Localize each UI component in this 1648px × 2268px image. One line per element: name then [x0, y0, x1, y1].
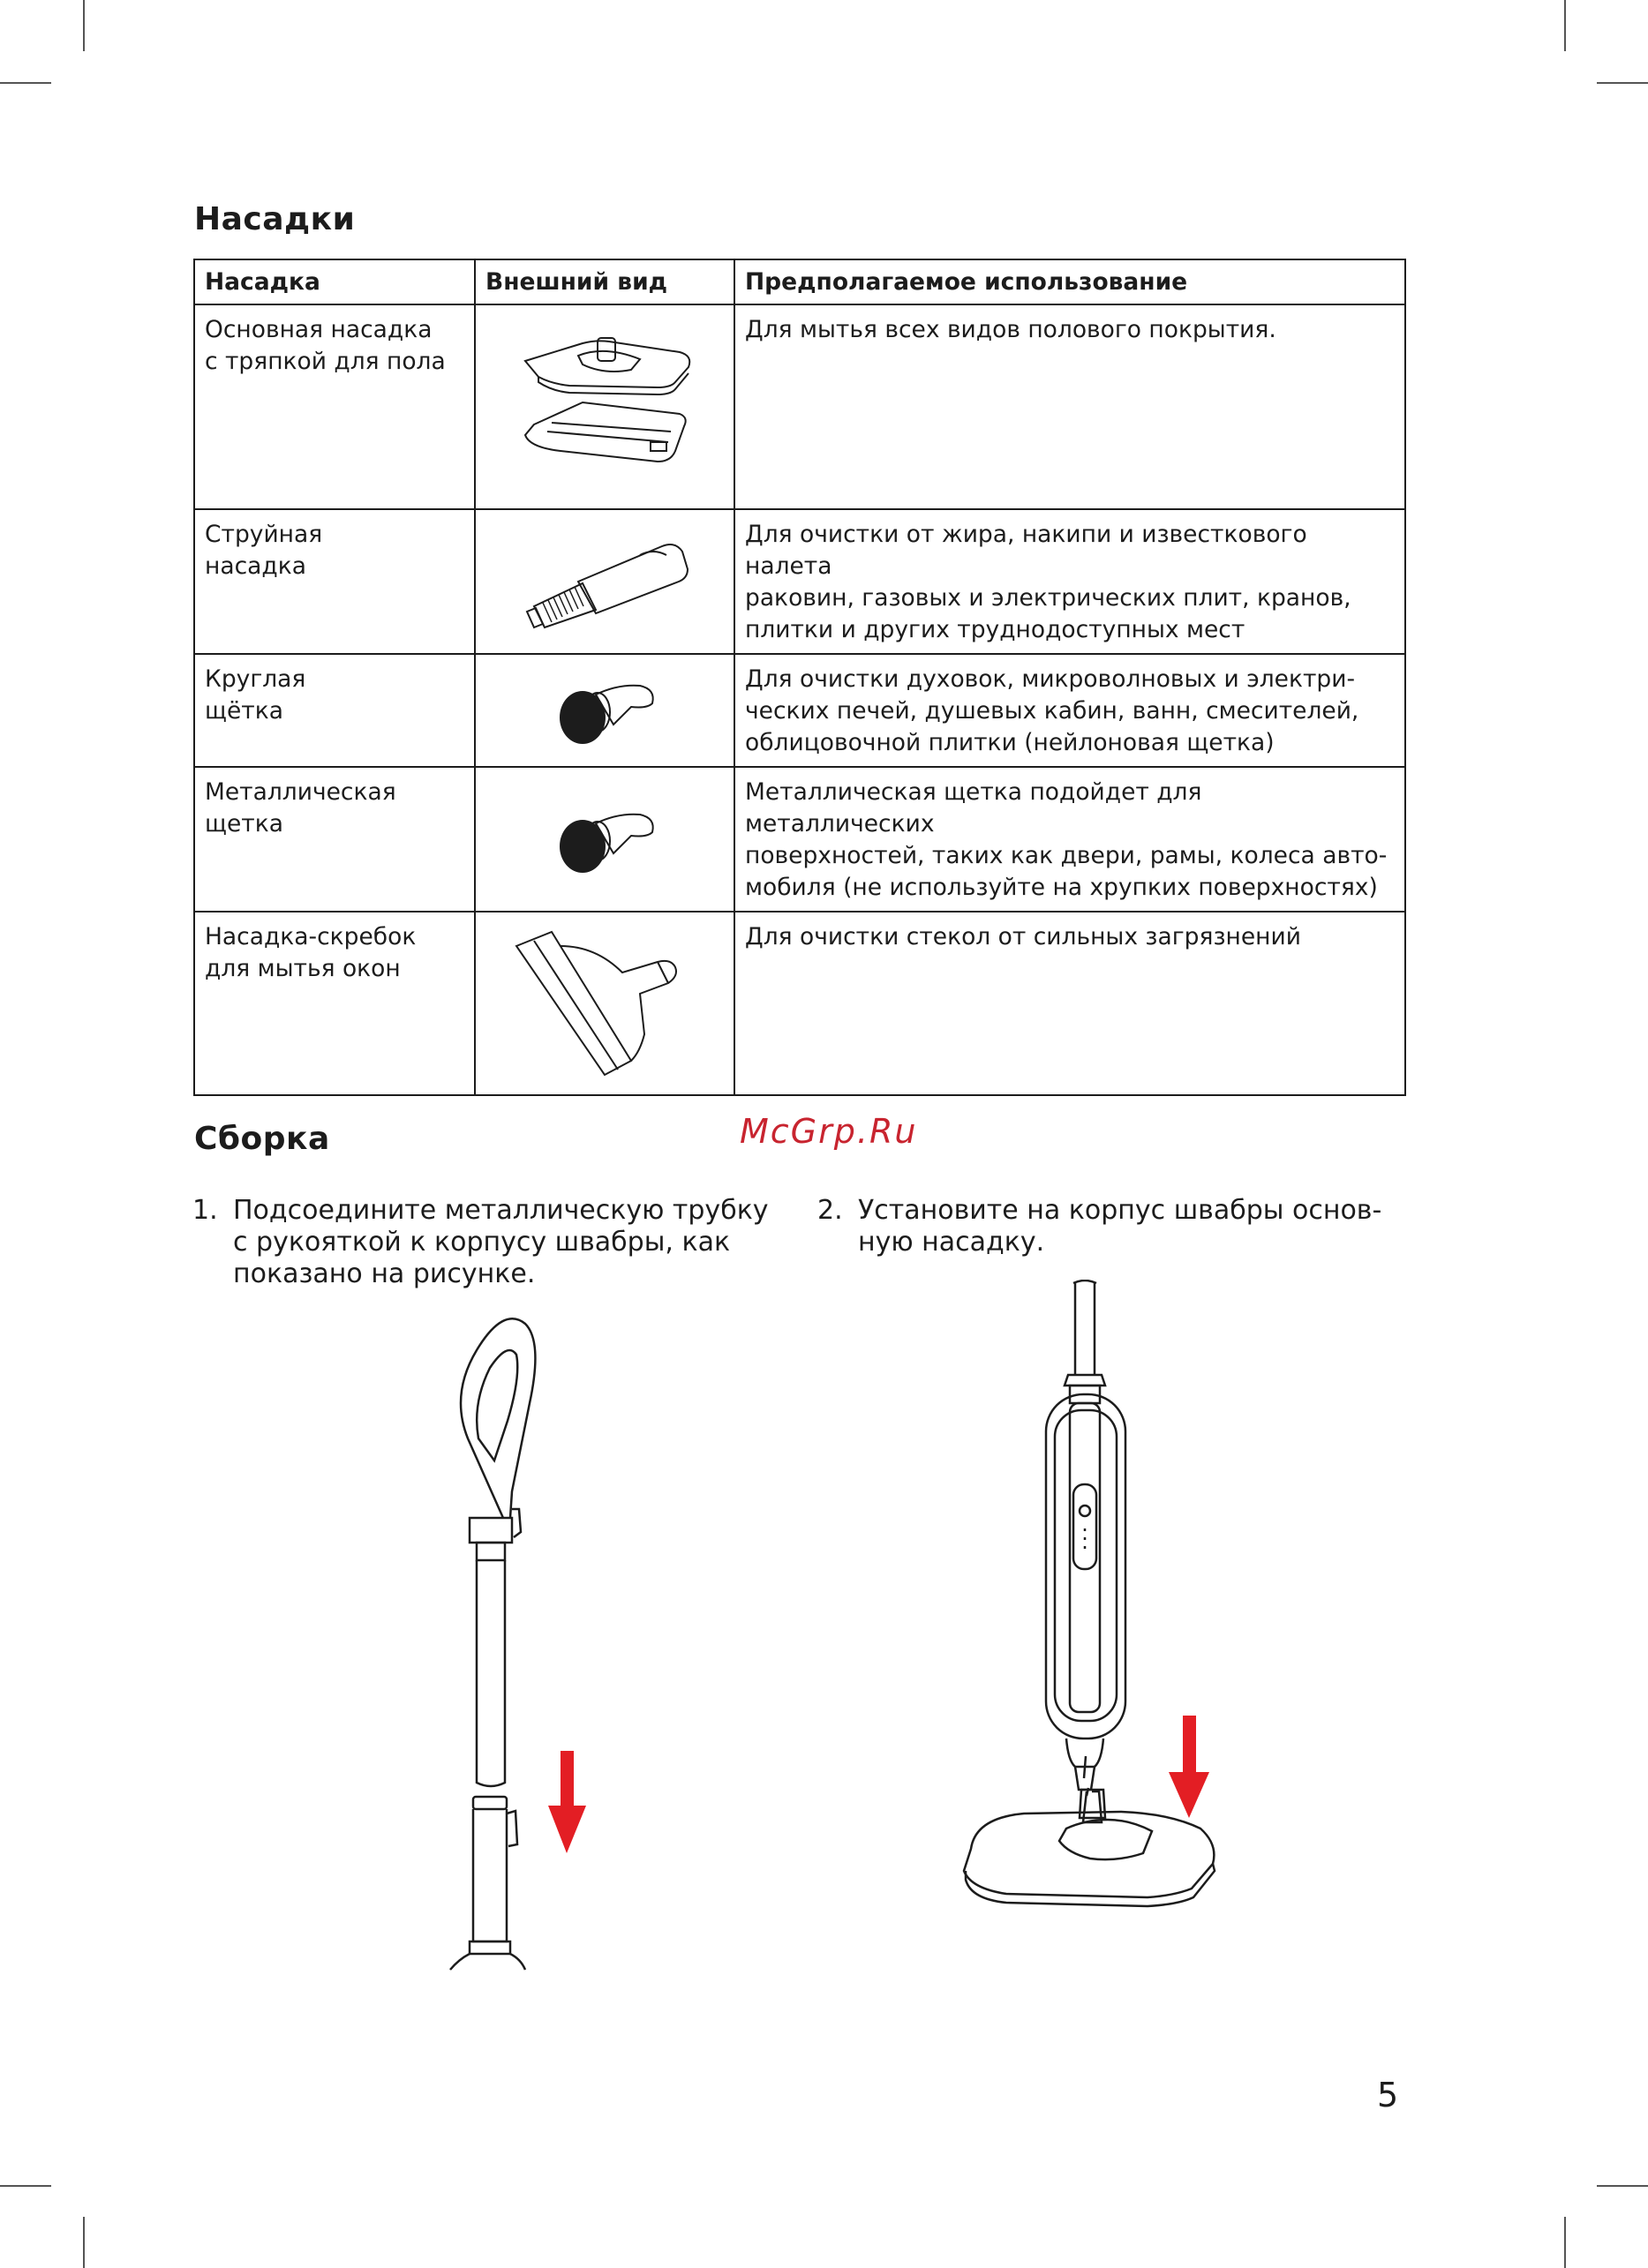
column-header: Внешний вид [475, 259, 734, 304]
attachment-use: Для очистки стекол от сильных загрязнений [745, 923, 1301, 950]
attachment-name: Металлическая щетка [205, 778, 396, 837]
assembly-title: Сборка [194, 1121, 330, 1157]
table-row [194, 509, 1405, 654]
crop-mark [83, 0, 85, 51]
floor-mop-head-icon [499, 319, 711, 495]
page-number: 5 [1377, 2076, 1399, 2114]
window-scraper-icon [499, 920, 711, 1087]
arrow-down-icon [1169, 1716, 1209, 1818]
jet-nozzle-icon [499, 529, 711, 635]
round-brush-icon [543, 666, 666, 755]
handle-tube-assembly-illustration [424, 1306, 653, 1977]
window-scraper-illustration [475, 912, 734, 1095]
arrow-down-icon [548, 1751, 586, 1853]
assembly-step-1 [192, 1195, 793, 1301]
attachment-name: Основная насадка с тряпкой для пола [205, 316, 446, 375]
step-text: Установите на корпус швабры основ- ную насадку. [858, 1195, 1382, 1258]
column-header: Насадка [194, 259, 475, 304]
assembly-step-2 [817, 1195, 1418, 1265]
step-text: Подсоедините металлическую трубку с рукояткой к корпусу швабры, как показано на рисунке. [233, 1195, 769, 1289]
attachments-title: Насадки [194, 201, 356, 237]
crop-mark [1597, 82, 1648, 84]
metal-brush-illustration [475, 767, 734, 912]
watermark-text: McGrp.Ru [740, 1112, 918, 1151]
crop-mark [0, 82, 51, 84]
crop-mark [1597, 2185, 1648, 2187]
metal-brush-icon [543, 795, 666, 883]
attachment-use: Для очистки духовок, микроволновых и электри- ческих печей, душевых кабин, ванн, смесителей, облицовочной плитки (нейлоновая щетка) [745, 665, 1359, 756]
crop-mark [1564, 0, 1566, 51]
table-row [194, 912, 1405, 1095]
floor-mop-head-with-cloth-illustration [475, 304, 734, 509]
step-number: 1. [192, 1195, 218, 1226]
table-header-row [194, 259, 1405, 304]
attachment-use: Для очистки от жира, накипи и известкового налета раковин, газовых и электрических плит, кранов, плитки и других труднодоступных мест [745, 521, 1351, 643]
attachment-use: Для мытья всех видов полового покрытия. [745, 316, 1276, 343]
attachments-table [193, 259, 1406, 1096]
round-brush-illustration [475, 654, 734, 767]
jet-nozzle-illustration [475, 509, 734, 654]
main-nozzle-assembly-illustration [953, 1280, 1271, 1959]
table-row [194, 767, 1405, 912]
table-row [194, 654, 1405, 767]
step-number: 2. [817, 1195, 843, 1226]
column-header: Предполагаемое использование [734, 259, 1405, 304]
attachment-name: Насадка-скребок для мытья окон [205, 923, 417, 982]
attachment-name: Струйная насадка [205, 521, 323, 580]
table-row [194, 304, 1405, 509]
crop-mark [83, 2217, 85, 2268]
attachment-use: Металлическая щетка подойдет для металлических поверхностей, таких как двери, рамы, колеса авто- мобиля (не используйте на хрупких поверхностях) [745, 778, 1388, 901]
crop-mark [0, 2185, 51, 2187]
crop-mark [1564, 2217, 1566, 2268]
attachment-name: Круглая щётка [205, 665, 306, 725]
